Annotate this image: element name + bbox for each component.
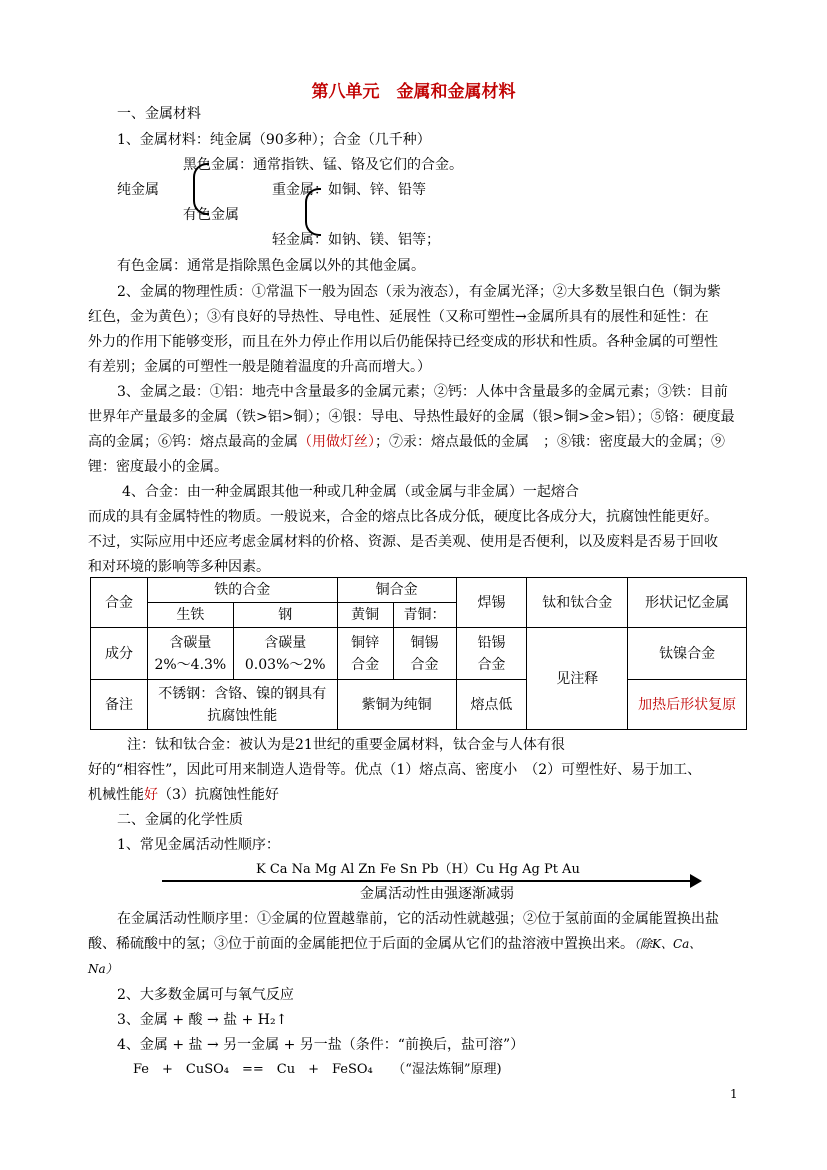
table-subheader: 黄铜 — [337, 603, 393, 628]
paragraph-line: 锂：密度最小的金属。 — [88, 459, 228, 475]
note-line — [88, 783, 279, 807]
black-metal-label: 黑色金属：通常指铁、锰、铬及它们的合金。 — [183, 157, 463, 173]
highlight-text: （用做灯丝） — [298, 434, 375, 450]
paragraph: 1、常见金属活动性顺序： — [117, 837, 280, 853]
table-header: 铜合金 — [337, 578, 456, 603]
table-header: 焊锡 — [456, 578, 527, 628]
alloy-table — [90, 577, 747, 730]
paragraph-line: 2、金属的物理性质：①常温下一般为固态（汞为液态），有金属光泽；②大多数呈银白色（铜为紫 — [117, 284, 721, 300]
note-line: 好的“相容性”，因此可用来制造人造骨等。优点（1）熔点高、密度小 （2）可塑性好、易于加工、 — [88, 762, 702, 778]
text-run: 酸、稀硫酸中的氢；③位于前面的金属能把位于后面的金属从它们的盐溶液中置换出来。 — [88, 936, 634, 952]
row-header: 成分 — [91, 628, 148, 680]
italic-text: Na） — [88, 962, 118, 976]
text-run: 高的金属；⑥钨：熔点最高的金属 — [88, 434, 298, 450]
table-header: 钛和钛合金 — [527, 578, 628, 628]
table-subheader: 生铁 — [147, 603, 233, 628]
paragraph: 3、金属 + 酸 → 盐 + H₂↑ — [117, 1012, 288, 1028]
activity-trend: 金属活动性由强逐渐减弱 — [360, 886, 514, 902]
table-cell: 见注释 — [527, 628, 628, 730]
table-cell — [147, 680, 337, 730]
table-cell — [233, 628, 337, 680]
activity-series: K Ca Na Mg Al Zn Fe Sn Pb（H）Cu Hg Ag Pt Au — [256, 862, 580, 877]
cell-line: 含碳量 — [264, 634, 307, 651]
text-run: 机械性能 — [88, 787, 144, 803]
paragraph-line: 世界年产量最多的金属（铁>铝>铜）；④银：导电、导热性最好的金属（银>铜>金>铝）；⑤铬：硬度最 — [88, 409, 735, 425]
paragraph-line: 而成的具有金属特性的物质。一般说来，合金的熔点比各成分低，硬度比各成分大，抗腐蚀性能更好。 — [88, 509, 718, 525]
cell-line: 铜锌 — [351, 634, 380, 651]
table-subheader: 钢 — [233, 603, 337, 628]
cell-line: 抗腐蚀性能 — [207, 707, 278, 724]
row-header: 备注 — [91, 680, 148, 730]
paragraph-line: 4、合金：由一种金属跟其他一种或几种金属（或金属与非金属）一起熔合 — [122, 484, 579, 500]
table-cell: 钛镍合金 — [628, 628, 747, 680]
light-metal-label: 轻金属：如钠、镁、铝等； — [272, 232, 440, 248]
heavy-metal-label: 重金属：如铜、锌、铅等 — [272, 182, 426, 198]
table-cell — [337, 628, 393, 680]
paragraph-line: 红色，金为黄色）；③有良好的导热性、导电性、延展性（又称可塑性→金属所具有的展性和延性：在 — [88, 309, 709, 325]
cell-line: 2%～4.3% — [154, 656, 227, 673]
cell-line: 合金 — [410, 656, 439, 673]
paragraph: 1、金属材料：纯金属（90多种）；合金（几千种） — [117, 132, 431, 148]
paragraph-line: 在金属活动性顺序里：①金属的位置越靠前，它的活动性就越强；②位于氢前面的金属能置换出盐 — [117, 911, 719, 927]
equation: Fe + CuSO₄ == Cu + FeSO₄ （“湿法炼铜”原理) — [133, 1062, 502, 1077]
paragraph: 4、金属 + 盐 → 另一金属 + 另一盐（条件：“前换后，盐可溶”） — [117, 1037, 525, 1053]
paragraph-line: 3、金属之最：①铝：地壳中含量最多的金属元素；②钙：人体中含量最多的金属元素；③铁：目前 — [117, 384, 728, 400]
table-cell — [456, 628, 527, 680]
italic-text: （除K、Ca、 — [634, 937, 702, 951]
table-header: 铁的合金 — [147, 578, 337, 603]
nonferrous-metal-label: 有色金属 — [183, 207, 239, 223]
table-cell: 熔点低 — [456, 680, 527, 730]
cell-line: 合金 — [477, 656, 506, 673]
paragraph-line: 外力的作用下能够变形，而且在外力停止作用以后仍能保持已经变成的形状和性质。各种金属的可塑性 — [88, 334, 718, 350]
cell-line: 铅锡 — [477, 634, 506, 651]
table-header: 形状记忆金属 — [628, 578, 747, 628]
cell-line: 不锈钢：含铬、镍的钢具有 — [158, 685, 327, 702]
table-subheader: 青铜： — [393, 603, 456, 628]
paragraph-line — [88, 932, 701, 956]
page-number: 1 — [730, 1087, 738, 1101]
section-heading: 二、金属的化学性质 — [117, 812, 243, 828]
paragraph-line: 有差别；金属的可塑性一般是随着温度的升高而增大。） — [88, 359, 431, 375]
table-cell: 紫铜为纯铜 — [337, 680, 456, 730]
note-line: 注：钛和钛合金：被认为是21世纪的重要金属材料，钛合金与人体有很 — [127, 737, 565, 753]
highlight-text: 好 — [144, 787, 158, 803]
cell-line: 0.03%～2% — [244, 656, 326, 673]
pure-metal-label: 纯金属 — [117, 182, 159, 198]
paragraph-line — [88, 430, 725, 454]
table-cell — [393, 628, 456, 680]
cell-line: 铜锡 — [410, 634, 439, 651]
paragraph-line: 不过，实际应用中还应考虑金属材料的价格、资源、是否美观、使用是否便利，以及废料是否易于回收 — [88, 534, 718, 550]
paragraph-line: 和对环境的影响等多种因素。 — [88, 559, 270, 575]
text-run: ；⑦汞：熔点最低的金属 ；⑧锇：密度最大的金属；⑨ — [375, 434, 725, 450]
arrow-head-icon — [690, 874, 702, 888]
cell-line: 合金 — [351, 656, 380, 673]
text-run: （3）抗腐蚀性能好 — [158, 787, 279, 803]
page-title: 第八单元 金属和金属材料 — [311, 82, 516, 102]
table-cell: 加热后形状复原 — [628, 680, 747, 730]
paragraph-line — [88, 957, 118, 981]
paragraph: 有色金属：通常是指除黑色金属以外的其他金属。 — [117, 258, 425, 274]
table-header: 合金 — [91, 578, 148, 628]
cell-line: 含碳量 — [169, 634, 212, 651]
paragraph: 2、大多数金属可与氧气反应 — [117, 987, 294, 1003]
section-heading: 一、金属材料 — [117, 106, 201, 122]
table-cell — [147, 628, 233, 680]
